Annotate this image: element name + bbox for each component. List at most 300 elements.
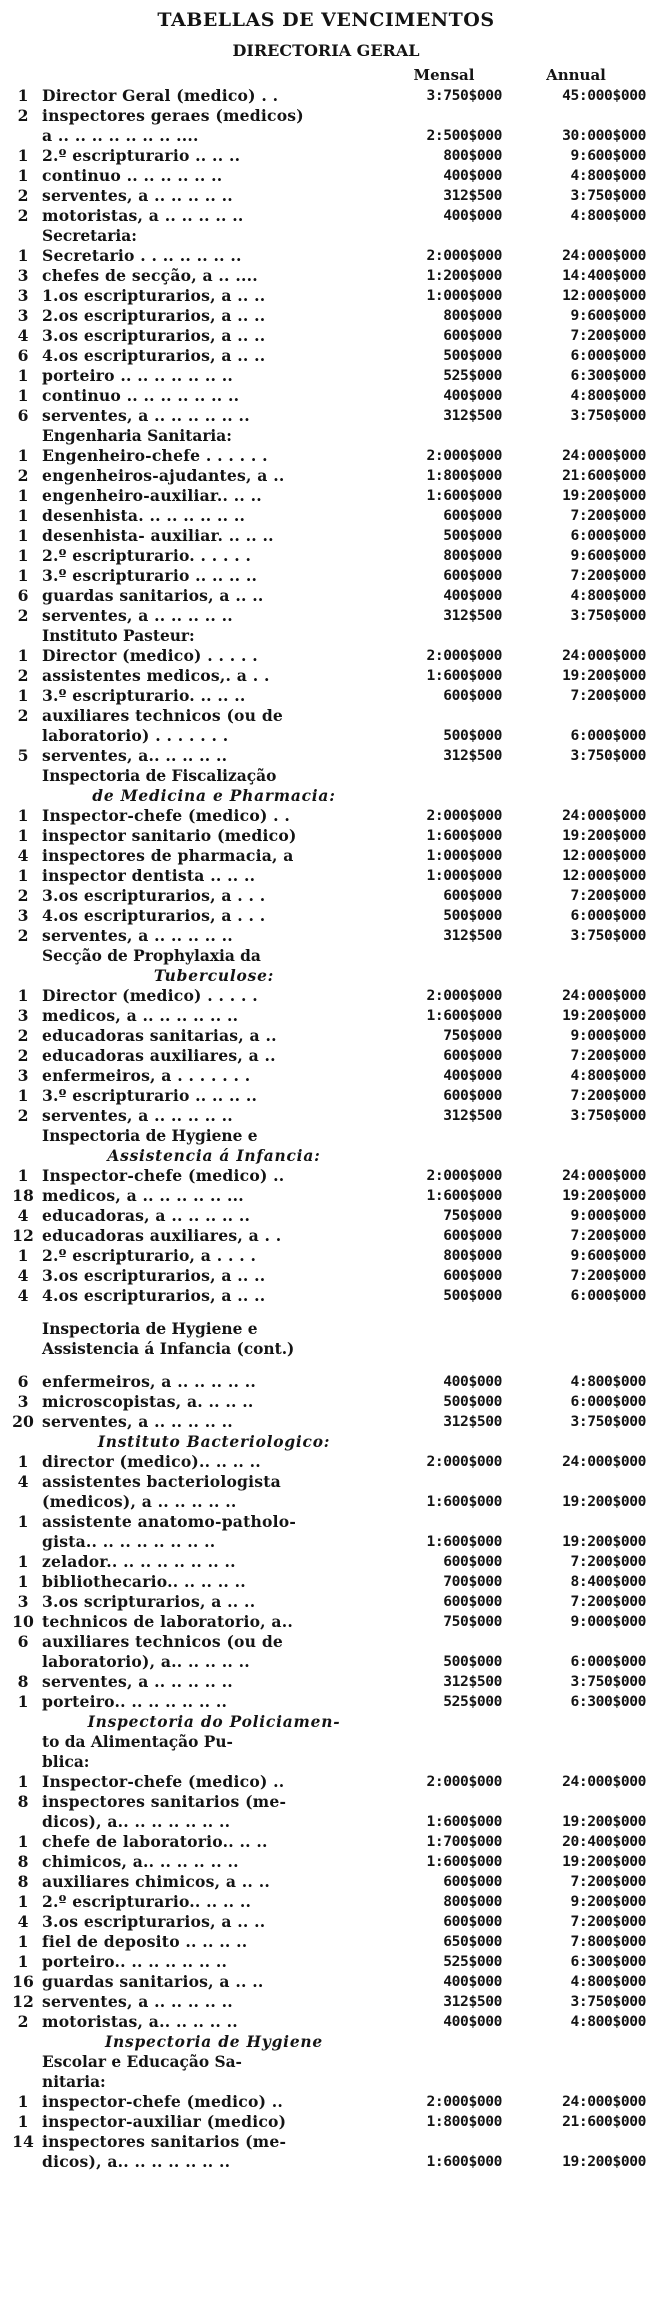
annual-salary: 7:200$000 <box>570 567 646 584</box>
position-title: 2.º escripturario .. .. .. <box>42 146 241 165</box>
position-title: porteiro.. .. .. .. .. .. .. <box>42 1692 228 1711</box>
position-count: 1 <box>17 486 29 505</box>
monthly-salary: 2:000$000 <box>426 1453 502 1470</box>
monthly-salary: 750$000 <box>443 1027 502 1044</box>
position-title: serventes, a .. .. .. .. .. <box>42 606 233 625</box>
annual-salary: 4:800$000 <box>570 1373 646 1390</box>
section-gap <box>4 1359 648 1372</box>
position-title: dicos), a.. .. .. .. .. .. .. <box>42 2152 231 2171</box>
position-title: enfermeiros, a .. .. .. .. .. <box>42 1372 257 1391</box>
annual-salary: 6:300$000 <box>570 1953 646 1970</box>
annual-salary: 3:750$000 <box>570 407 646 424</box>
annual-salary: 4:800$000 <box>570 167 646 184</box>
annual-salary: 24:000$000 <box>562 1773 646 1790</box>
table-row <box>4 586 648 606</box>
position-count: 2 <box>17 606 29 625</box>
monthly-salary: 2:000$000 <box>426 2093 502 2110</box>
table-row <box>4 346 648 366</box>
monthly-salary: 500$000 <box>443 727 502 744</box>
monthly-salary: 400$000 <box>443 1973 502 1990</box>
position-count: 20 <box>12 1412 34 1431</box>
position-count: 6 <box>17 346 29 365</box>
annual-salary: 7:800$000 <box>570 1933 646 1950</box>
table-row <box>4 1046 648 1066</box>
table-row <box>4 1992 648 2012</box>
position-title: motoristas, a .. .. .. .. .. <box>42 206 244 225</box>
annual-salary: 21:600$000 <box>562 2113 646 2130</box>
position-count: 3 <box>17 1006 29 1025</box>
annual-salary: 7:200$000 <box>570 507 646 524</box>
annual-salary: 7:200$000 <box>570 1913 646 1930</box>
position-title: 2.º escripturario, a . . . . <box>42 1246 257 1265</box>
table-row-continuation <box>4 1812 648 1832</box>
position-count: 8 <box>17 1672 29 1691</box>
section-heading: blica: <box>42 1753 90 1771</box>
monthly-salary: 312$500 <box>443 1107 502 1124</box>
monthly-salary: 312$500 <box>443 1993 502 2010</box>
table-row <box>4 2112 648 2132</box>
monthly-salary: 600$000 <box>443 1913 502 1930</box>
position-title: medicos, a .. .. .. .. .. ... <box>42 1186 244 1205</box>
position-title: 2.º escripturario.. .. .. .. <box>42 1892 252 1911</box>
annual-salary: 24:000$000 <box>562 1167 646 1184</box>
position-title: auxiliares chimicos, a .. .. <box>42 1872 270 1891</box>
position-title: engenheiro-auxiliar.. .. .. <box>42 486 262 505</box>
monthly-salary: 1:600$000 <box>426 1493 502 1510</box>
monthly-salary: 800$000 <box>443 147 502 164</box>
monthly-salary: 1:600$000 <box>426 2153 502 2170</box>
section-heading: Engenharia Sanitaria: <box>42 427 232 445</box>
monthly-salary: 2:000$000 <box>426 447 502 464</box>
position-count: 2 <box>17 1026 29 1045</box>
monthly-salary: 1:800$000 <box>426 467 502 484</box>
position-title: medicos, a .. .. .. .. .. .. <box>42 1006 239 1025</box>
annual-salary: 7:200$000 <box>570 1873 646 1890</box>
position-title: inspector dentista .. .. .. <box>42 866 256 885</box>
position-title: a .. .. .. .. .. .. .. .... <box>42 126 199 145</box>
position-count: 1 <box>17 1086 29 1105</box>
position-title: 1.os escripturarios, a .. .. <box>42 286 266 305</box>
annual-salary: 7:200$000 <box>570 327 646 344</box>
position-title: motoristas, a.. .. .. .. .. <box>42 2012 238 2031</box>
position-count: 2 <box>17 1046 29 1065</box>
annual-salary: 7:200$000 <box>570 1553 646 1570</box>
annual-salary: 24:000$000 <box>562 447 646 464</box>
table-row <box>4 1166 648 1186</box>
annual-salary: 6:000$000 <box>570 1653 646 1670</box>
monthly-salary: 1:600$000 <box>426 1007 502 1024</box>
position-count: 4 <box>17 326 29 345</box>
annual-salary: 3:750$000 <box>570 1673 646 1690</box>
monthly-salary: 400$000 <box>443 387 502 404</box>
annual-salary: 9:600$000 <box>570 547 646 564</box>
table-row <box>4 1832 648 1852</box>
table-row <box>4 1246 648 1266</box>
table-row <box>4 1186 648 1206</box>
annual-salary: 7:200$000 <box>570 687 646 704</box>
table-row <box>4 1892 648 1912</box>
monthly-salary: 1:600$000 <box>426 1187 502 1204</box>
position-count: 2 <box>17 466 29 485</box>
monthly-salary: 600$000 <box>443 1047 502 1064</box>
annual-salary: 6:000$000 <box>570 727 646 744</box>
monthly-salary: 600$000 <box>443 1873 502 1890</box>
section-heading: nitaria: <box>42 2073 106 2091</box>
monthly-salary: 400$000 <box>443 2013 502 2030</box>
position-title: laboratorio) . . . . . . . <box>42 726 229 745</box>
annual-salary: 9:200$000 <box>570 1893 646 1910</box>
position-title: auxiliares technicos (ou de <box>42 706 284 725</box>
column-header-annual: Annual <box>546 66 606 84</box>
monthly-salary: 750$000 <box>443 1207 502 1224</box>
position-count: 1 <box>17 566 29 585</box>
position-title: assistentes bacteriologista <box>42 1472 281 1491</box>
table-row <box>4 1952 648 1972</box>
annual-salary: 9:000$000 <box>570 1207 646 1224</box>
annual-salary: 4:800$000 <box>570 1973 646 1990</box>
table-row <box>4 846 648 866</box>
position-count: 1 <box>17 2092 29 2111</box>
section-heading: Assistencia á Infancia: <box>107 1147 321 1165</box>
monthly-salary: 800$000 <box>443 1247 502 1264</box>
position-count: 3 <box>17 1592 29 1611</box>
position-title: serventes, a .. .. .. .. .. .. <box>42 406 250 425</box>
section-heading: Inspectoria de Hygiene e <box>42 1127 258 1145</box>
table-row <box>4 1792 648 1812</box>
section-heading: Secção de Prophylaxia da <box>42 947 261 965</box>
position-title: Inspector-chefe (medico) .. <box>42 1166 285 1185</box>
position-title: Director Geral (medico) . . <box>42 86 279 105</box>
position-title: continuo .. .. .. .. .. .. .. <box>42 386 240 405</box>
position-title: inspector-chefe (medico) .. <box>42 2092 284 2111</box>
column-header-spacer <box>4 64 384 86</box>
monthly-salary: 312$500 <box>443 927 502 944</box>
position-count: 5 <box>17 746 29 765</box>
position-count: 1 <box>17 1452 29 1471</box>
table-row <box>4 486 648 506</box>
position-title: Secretario . . .. .. .. .. .. <box>42 246 242 265</box>
monthly-salary: 1:000$000 <box>426 867 502 884</box>
monthly-salary: 312$500 <box>443 747 502 764</box>
annual-salary: 19:200$000 <box>562 1187 646 1204</box>
department-heading: DIRECTORIA GERAL <box>232 41 420 60</box>
table-row <box>4 1006 648 1026</box>
annual-salary: 21:600$000 <box>562 467 646 484</box>
table-row <box>4 2012 648 2032</box>
annual-salary: 12:000$000 <box>562 287 646 304</box>
position-title: assistentes medicos,. a . . <box>42 666 270 685</box>
annual-salary: 24:000$000 <box>562 647 646 664</box>
position-title: inspectores sanitarios (me- <box>42 1792 287 1811</box>
annual-salary: 9:600$000 <box>570 307 646 324</box>
monthly-salary: 1:000$000 <box>426 287 502 304</box>
monthly-salary: 600$000 <box>443 1553 502 1570</box>
position-title: continuo .. .. .. .. .. .. <box>42 166 223 185</box>
monthly-salary: 400$000 <box>443 207 502 224</box>
monthly-salary: 600$000 <box>443 327 502 344</box>
position-count: 1 <box>17 2112 29 2131</box>
position-title: 4.os escripturarios, a .. .. <box>42 1286 266 1305</box>
position-count: 6 <box>17 586 29 605</box>
position-title: assistente anatomo-patholo- <box>42 1512 297 1531</box>
section-heading: Inspectoria de Hygiene <box>104 2033 324 2051</box>
table-row <box>4 566 648 586</box>
annual-salary: 6:300$000 <box>570 367 646 384</box>
page-title: TABELLAS DE VENCIMENTOS <box>157 9 495 31</box>
position-title: engenheiros-ajudantes, a .. <box>42 466 285 485</box>
position-count: 2 <box>17 1106 29 1125</box>
annual-salary: 12:000$000 <box>562 867 646 884</box>
position-count: 2 <box>17 706 29 725</box>
monthly-salary: 2:500$000 <box>426 127 502 144</box>
annual-salary: 24:000$000 <box>562 1453 646 1470</box>
table-row <box>4 1632 648 1652</box>
position-title: enfermeiros, a . . . . . . . <box>42 1066 251 1085</box>
position-count: 1 <box>17 1772 29 1791</box>
monthly-salary: 1:600$000 <box>426 1853 502 1870</box>
monthly-salary: 1:600$000 <box>426 1813 502 1830</box>
position-title: educadoras sanitarias, a .. <box>42 1026 277 1045</box>
table-row <box>4 1872 648 1892</box>
table-row <box>4 2092 648 2112</box>
position-count: 1 <box>17 86 29 105</box>
position-title: serventes, a .. .. .. .. .. <box>42 1412 233 1431</box>
position-title: laboratorio), a.. .. .. .. .. <box>42 1652 250 1671</box>
table-row <box>4 106 648 126</box>
table-row <box>4 506 648 526</box>
position-count: 1 <box>17 446 29 465</box>
position-count: 1 <box>17 1246 29 1265</box>
monthly-salary: 2:000$000 <box>426 807 502 824</box>
monthly-salary: 600$000 <box>443 567 502 584</box>
position-count: 1 <box>17 1572 29 1591</box>
monthly-salary: 400$000 <box>443 1373 502 1390</box>
position-count: 8 <box>17 1792 29 1811</box>
table-row <box>4 1226 648 1246</box>
position-count: 4 <box>17 1472 29 1491</box>
position-count: 1 <box>17 1952 29 1971</box>
section-heading: Escolar e Educação Sa- <box>42 2053 242 2071</box>
position-count: 1 <box>17 1932 29 1951</box>
annual-salary: 6:300$000 <box>570 1693 646 1710</box>
position-title: Inspector-chefe (medico) . . <box>42 806 291 825</box>
position-title: 3.º escripturario .. .. .. .. <box>42 1086 258 1105</box>
table-row <box>4 246 648 266</box>
position-title: 3.º escripturario. .. .. .. <box>42 686 246 705</box>
position-title: educadoras, a .. .. .. .. .. <box>42 1206 251 1225</box>
section-heading: Inspectoria de Hygiene e <box>42 1320 258 1338</box>
annual-salary: 24:000$000 <box>562 2093 646 2110</box>
table-row <box>4 806 648 826</box>
position-title: serventes, a .. .. .. .. .. <box>42 1672 233 1691</box>
table-row <box>4 286 648 306</box>
position-title: inspectores de pharmacia, a <box>42 846 294 865</box>
monthly-salary: 600$000 <box>443 507 502 524</box>
annual-salary: 19:200$000 <box>562 667 646 684</box>
monthly-salary: 2:000$000 <box>426 247 502 264</box>
table-row <box>4 1572 648 1592</box>
table-row-continuation <box>4 726 648 746</box>
annual-salary: 6:000$000 <box>570 907 646 924</box>
position-title: inspectores geraes (medicos) <box>42 106 304 125</box>
annual-salary: 9:000$000 <box>570 1027 646 1044</box>
position-count: 6 <box>17 406 29 425</box>
annual-salary: 9:000$000 <box>570 1613 646 1630</box>
monthly-salary: 600$000 <box>443 1087 502 1104</box>
position-title: inspector sanitario (medico) <box>42 826 297 845</box>
monthly-salary: 1:600$000 <box>426 667 502 684</box>
monthly-salary: 600$000 <box>443 887 502 904</box>
position-count: 3 <box>17 306 29 325</box>
position-title: fiel de deposito .. .. .. .. <box>42 1932 248 1951</box>
monthly-salary: 1:000$000 <box>426 847 502 864</box>
monthly-salary: 600$000 <box>443 1227 502 1244</box>
table-row <box>4 1692 648 1712</box>
annual-salary: 19:200$000 <box>562 1813 646 1830</box>
position-count: 2 <box>17 2012 29 2031</box>
table-row-continuation <box>4 126 648 146</box>
position-count: 1 <box>17 1892 29 1911</box>
table-row <box>4 266 648 286</box>
table-row <box>4 666 648 686</box>
annual-salary: 20:400$000 <box>562 1833 646 1850</box>
annual-salary: 12:000$000 <box>562 847 646 864</box>
monthly-salary: 600$000 <box>443 687 502 704</box>
position-count: 18 <box>12 1186 34 1205</box>
position-count: 6 <box>17 1372 29 1391</box>
position-count: 16 <box>12 1972 34 1991</box>
position-count: 3 <box>17 1066 29 1085</box>
position-count: 1 <box>17 1832 29 1851</box>
position-title: Inspector-chefe (medico) .. <box>42 1772 285 1791</box>
annual-salary: 7:200$000 <box>570 887 646 904</box>
annual-salary: 7:200$000 <box>570 1227 646 1244</box>
annual-salary: 24:000$000 <box>562 987 646 1004</box>
section-heading: Tuberculose: <box>153 967 275 985</box>
monthly-salary: 1:600$000 <box>426 487 502 504</box>
section-heading: de Medicina e Pharmacia: <box>92 787 336 805</box>
position-count: 1 <box>17 246 29 265</box>
table-row <box>4 2132 648 2152</box>
table-row <box>4 446 648 466</box>
position-title: porteiro .. .. .. .. .. .. .. <box>42 366 233 385</box>
table-row <box>4 1772 648 1792</box>
monthly-salary: 700$000 <box>443 1573 502 1590</box>
monthly-salary: 2:000$000 <box>426 987 502 1004</box>
position-count: 14 <box>12 2132 34 2151</box>
table-row <box>4 1392 648 1412</box>
annual-salary: 19:200$000 <box>562 487 646 504</box>
position-title: chefe de laboratorio.. .. .. <box>42 1832 268 1851</box>
position-count: 12 <box>12 1992 34 2011</box>
monthly-salary: 800$000 <box>443 547 502 564</box>
annual-salary: 45:000$000 <box>562 87 646 104</box>
table-row <box>4 986 648 1006</box>
table-row <box>4 1412 648 1432</box>
section-heading: Instituto Bacteriologico: <box>97 1433 331 1451</box>
table-row <box>4 1452 648 1472</box>
annual-salary: 3:750$000 <box>570 607 646 624</box>
monthly-salary: 1:800$000 <box>426 2113 502 2130</box>
table-row <box>4 366 648 386</box>
table-row <box>4 1066 648 1086</box>
annual-salary: 19:200$000 <box>562 1533 646 1550</box>
position-count: 1 <box>17 506 29 525</box>
section-heading: Instituto Pasteur: <box>42 627 195 645</box>
position-count: 1 <box>17 1552 29 1571</box>
annual-salary: 19:200$000 <box>562 1493 646 1510</box>
annual-salary: 7:200$000 <box>570 1047 646 1064</box>
monthly-salary: 1:600$000 <box>426 1533 502 1550</box>
table-row <box>4 866 648 886</box>
monthly-salary: 312$500 <box>443 1413 502 1430</box>
position-title: chefes de secção, a .. .... <box>42 266 258 285</box>
position-count: 1 <box>17 1166 29 1185</box>
position-count: 4 <box>17 1286 29 1305</box>
table-row <box>4 326 648 346</box>
monthly-salary: 2:000$000 <box>426 1167 502 1184</box>
table-row <box>4 166 648 186</box>
position-count: 2 <box>17 926 29 945</box>
position-title: guardas sanitarios, a .. .. <box>42 1972 264 1991</box>
position-count: 1 <box>17 386 29 405</box>
position-count: 3 <box>17 266 29 285</box>
salary-table <box>4 86 648 2172</box>
table-row <box>4 466 648 486</box>
monthly-salary: 500$000 <box>443 907 502 924</box>
annual-salary: 24:000$000 <box>562 247 646 264</box>
position-count: 1 <box>17 366 29 385</box>
monthly-salary: 500$000 <box>443 347 502 364</box>
annual-salary: 6:000$000 <box>570 527 646 544</box>
section-heading: Secretaria: <box>42 227 137 245</box>
position-title: educadoras auxiliares, a .. <box>42 1046 276 1065</box>
position-title: desenhista- auxiliar. .. .. .. <box>42 526 274 545</box>
table-row <box>4 706 648 726</box>
position-count: 2 <box>17 886 29 905</box>
monthly-salary: 400$000 <box>443 1067 502 1084</box>
annual-salary: 24:000$000 <box>562 807 646 824</box>
position-count: 12 <box>12 1226 34 1245</box>
table-row <box>4 906 648 926</box>
position-count: 1 <box>17 546 29 565</box>
annual-salary: 3:750$000 <box>570 1107 646 1124</box>
monthly-salary: 525$000 <box>443 367 502 384</box>
table-row <box>4 406 648 426</box>
table-row <box>4 546 648 566</box>
table-row <box>4 1552 648 1572</box>
annual-salary: 6:000$000 <box>570 347 646 364</box>
position-count: 1 <box>17 686 29 705</box>
position-count: 2 <box>17 206 29 225</box>
table-row <box>4 1026 648 1046</box>
table-row <box>4 646 648 666</box>
table-row <box>4 1266 648 1286</box>
table-row <box>4 826 648 846</box>
monthly-salary: 525$000 <box>443 1693 502 1710</box>
position-title: serventes, a .. .. .. .. .. <box>42 1106 233 1125</box>
monthly-salary: 500$000 <box>443 1653 502 1670</box>
position-title: serventes, a.. .. .. .. .. <box>42 746 228 765</box>
monthly-salary: 1:200$000 <box>426 267 502 284</box>
position-title: 3.os escripturarios, a .. .. <box>42 1266 266 1285</box>
annual-salary: 3:750$000 <box>570 187 646 204</box>
position-count: 6 <box>17 1632 29 1651</box>
position-count: 2 <box>17 106 29 125</box>
table-row <box>4 746 648 766</box>
position-count: 4 <box>17 1206 29 1225</box>
position-title: 3.os escripturarios, a .. .. <box>42 1912 266 1931</box>
